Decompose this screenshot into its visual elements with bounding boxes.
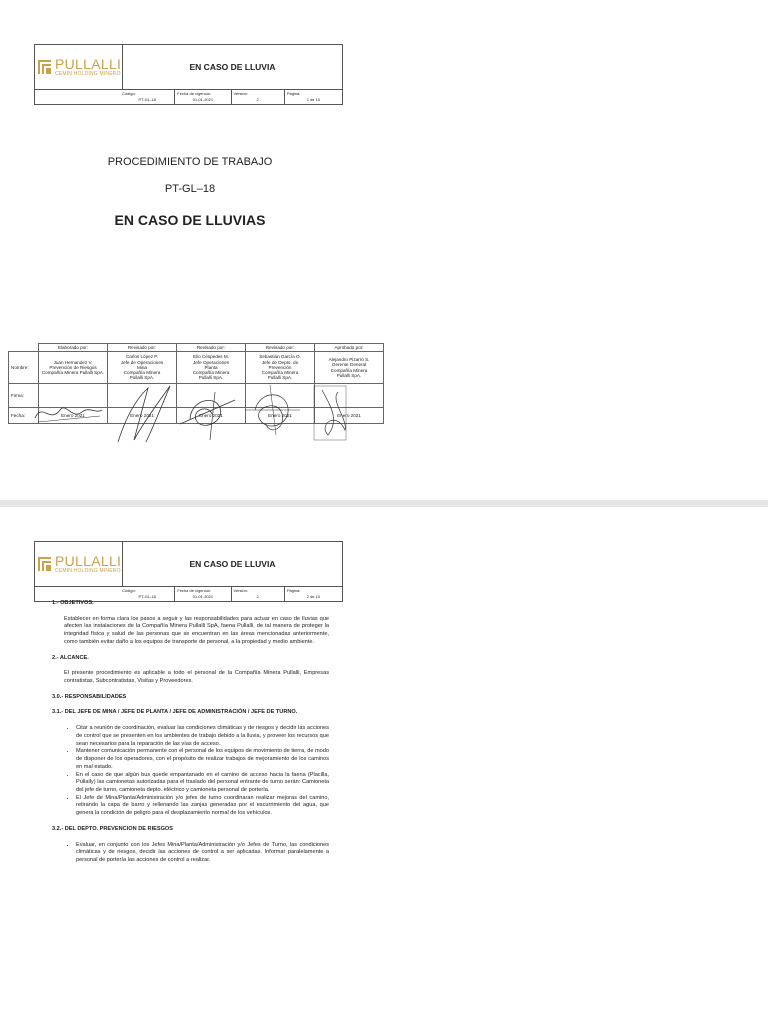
date-label: Fecha de vigencia: (177, 91, 211, 96)
page-value: 2 de 10 (306, 594, 321, 599)
approver-name: Alejandro Pizarro S. Gerente General Compañía Minera Pullalli SpA. (315, 352, 384, 384)
date-value: 01-01-2021 (192, 97, 214, 102)
section-objectives-title: 1.- OBJETIVOS. (52, 600, 94, 606)
list-item: • Mantener comunicación permanente con el personal de los equipos de movimiento de tierra, de modo de disponer de los operadores, con el propósito de realizar trabajos de mejoramiento de los caminos en mal estado. (76, 748, 329, 771)
document-title: EN CASO DE LLUVIAS (114, 212, 266, 228)
logo-mark-icon (37, 555, 52, 573)
header-title: EN CASO DE LLUVIA (189, 62, 276, 72)
approver-name: Elio Céspedes M. Jefe Operaciones Planta Compañía Minera Pullalli SpA. (177, 352, 246, 384)
logo-name: PULLALLI (55, 553, 122, 569)
version-value: 2 (256, 594, 259, 599)
signature-cell (177, 384, 246, 408)
page-value: 1 de 10 (306, 97, 321, 102)
approval-date: Enero 2021 (177, 408, 246, 424)
section-responsibilities-title: 3.0.- RESPONSABILIDADES (52, 693, 127, 700)
section-scope-title: 2.- ALCANCE. (52, 654, 89, 661)
code-value: PT-GL-18 (138, 594, 156, 599)
list-item: • Evaluar, en conjunto con los Jefes Mina/Planta/Administración y/o Jefes de Turno, las condiciones climáticas y de riesgos, decidir las acciones de control a ser aplicadas. Informar paralelamente a personal de portería las acciones de control a realizar. (76, 842, 329, 865)
row-label-date: Fecha: (9, 408, 39, 424)
document-header (34, 541, 343, 602)
version-value: 2 (256, 97, 259, 102)
document-header (34, 44, 343, 105)
approval-date: Enero 2021 (315, 408, 384, 424)
approval-date: Enero 2021 (246, 408, 315, 424)
logo-name: PULLALLI (55, 56, 122, 72)
role-header: Revisado por: (108, 344, 177, 352)
signature-cell (246, 384, 315, 408)
procedure-code: PT-GL–18 (164, 183, 216, 195)
subsection-31-list (52, 725, 329, 818)
logo-subtitle: CEMIN HOLDING MINERO (55, 71, 121, 77)
approver-name: Juan Hernandez V. Prevención de Riesgos Compañía Minera Pullalli SpA. (39, 352, 108, 384)
code-label: Código: (122, 91, 136, 96)
code-label: Código: (122, 588, 136, 593)
row-label-name: Nombre: (9, 352, 39, 384)
logo-mark-icon (37, 58, 52, 76)
role-header: Revisado por: (177, 344, 246, 352)
approver-name: Carlos López P. Jefe de Operaciones Mina Compañía Minera Pullalli SpA. (108, 352, 177, 384)
subsection-32-list (52, 842, 329, 865)
header-title: EN CASO DE LLUVIA (189, 559, 276, 569)
approval-date: Enero 2021 (39, 408, 108, 424)
version-label: Versión: (233, 588, 248, 593)
date-value: 01-01-2021 (192, 594, 214, 599)
row-label-signature: Firma: (9, 384, 39, 408)
subsection-32-title: 3.2.- DEL DEPTO. PREVENCION DE RIESGOS (52, 825, 174, 832)
list-item: • Citar a reunión de coordinación, evaluar las condiciones climáticas y de riesgos y decidir las acciones de control que se presenten en los ambientes de trabajo debido a la lluvia, y proveer los recursos que sean necesarios para la reparación de las vías de acceso. (76, 725, 329, 748)
role-header: Elaborado por: (39, 344, 108, 352)
page-separator (0, 500, 768, 507)
subsection-31-title: 3.1.- DEL JEFE DE MINA / JEFE DE PLANTA / JEFE DE ADMINISTRACIÓN / JEFE DE TURNO. (52, 709, 298, 716)
procedure-body (52, 600, 329, 873)
date-label: Fecha de vigencia: (177, 588, 211, 593)
list-item: • En el caso de que algún bus quede empantanado en el camino de acceso hacia la faena (Placilla, Pullally) las camionetas autorizadas para el traslado del personal entrante de turno serán: Camioneta del jefe de turno, camioneta depto. eléctrico y camioneta personal de portería. (76, 772, 329, 795)
logo-subtitle: CEMIN HOLDING MINERO (55, 568, 121, 574)
code-value: PT-GL-18 (138, 97, 156, 102)
approval-table (8, 343, 384, 424)
page-label: Página: (286, 588, 301, 593)
procedure-subtitle: PROCEDIMIENTO DE TRABAJO (107, 156, 273, 168)
approval-date: Enero 2021 (108, 408, 177, 424)
section-scope-text: El presente procedimiento es aplicable a todo el personal de la Compañía Minera Pullalli, Empresas contratistas, Subcontratistas, Visitas y Proveedores. (64, 670, 329, 685)
signature-cell (315, 384, 384, 408)
role-header: Revisado por: (246, 344, 315, 352)
company-logo (35, 542, 123, 586)
page-label: Página: (286, 91, 301, 96)
version-label: Versión: (233, 91, 248, 96)
list-item: • El Jefe de Mina/Planta/Administración y/o jefes de turno coordinaran realizar mejoras del camino, retirando la capa de barro y rellenando las zanjas generadas por el escurrimiento del agua, que genera la condición de peligro para el desplazamiento normal de los vehículos. (76, 795, 329, 818)
signature-cell (108, 384, 177, 408)
role-header: Aprobado por: (315, 344, 384, 352)
section-objectives-text: Establecer en forma clara los pasos a seguir y las responsabilidades para actuar en caso de lluvias que afecten las instalaciones de la Compañía Minera Pullalli SpA, faena Pullalli, de tal manera de proteger la integridad física y salud de las personas que se encuentran en las áreas mencionadas anteriormente, como también evitar daño a los equipos de transporte de personal, a la propiedad y medio ambiente. (64, 615, 329, 645)
document-page-1 (0, 0, 768, 500)
signature-cell (39, 384, 108, 408)
approver-name: Sebastián García O. Jefe de Depto. de Prevención Compañía Minera Pullalli SpA. (246, 352, 315, 384)
company-logo (35, 45, 123, 89)
